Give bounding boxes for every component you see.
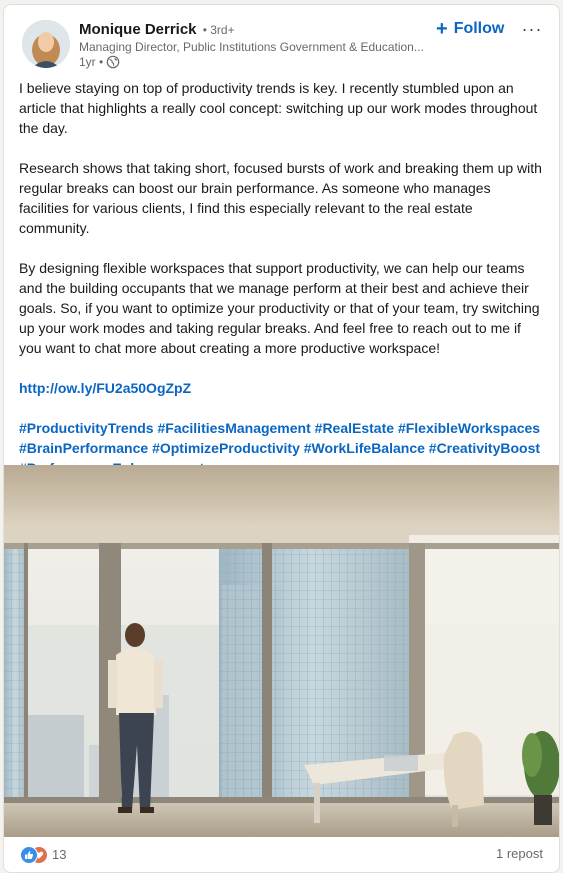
post-text [19,78,544,498]
avatar-photo [22,20,70,68]
hashtag[interactable]: #CreativityBoost [428,440,541,456]
like-icon [20,846,38,864]
post-image[interactable] [4,465,559,837]
follow-label: Follow [453,20,505,37]
link-row [19,378,544,398]
reaction-count: 13 [52,846,67,862]
more-options-button[interactable] [518,15,546,43]
post-time: 1yr • [79,55,104,69]
connection-degree: • 3rd+ [202,23,235,37]
plus-icon: + [436,18,448,40]
hashtag[interactable]: #FlexibleWorkspaces [397,420,541,436]
hashtag[interactable]: #ProductivityTrends [19,420,154,436]
social-counts [4,837,559,872]
repost-count[interactable]: 1 repost [496,846,543,861]
article-link[interactable]: http://ow.ly/FU2a50OgZpZ [19,380,192,396]
author-avatar[interactable] [22,20,70,68]
hashtag[interactable]: #RealEstate [314,420,395,436]
reaction-icons [20,846,48,862]
post-meta [79,54,120,70]
author-name-row [79,20,235,40]
reactions-summary[interactable] [20,846,66,862]
hashtag[interactable]: #WorkLifeBalance [303,440,425,456]
globe-icon [106,55,120,69]
office-window-photo [4,465,559,837]
author-name[interactable]: Monique Derrick [79,21,197,38]
post-paragraph: I believe staying on top of productivity trends is key. I recently stumbled upon an article that highlights a really cool concept: switching up our work modes throughout the day. [19,80,538,136]
author-headline: Managing Director, Public Institutions Government & Education... [79,40,424,54]
ellipsis-icon: ··· [521,18,543,39]
hashtag[interactable]: #FacilitiesManagement [157,420,311,436]
post-card [3,4,560,873]
post-paragraph: By designing flexible workspaces that support productivity, we can help our teams and the building occupants that we manage perform at their best and achieve their goals. So, if you want to optimize your productivity or that of your team, try switching up your work modes and taking regular breaks. And feel free to reach out to me if you want to chat more about creating a more productive workspace! [19,260,540,356]
hashtag[interactable]: #BrainPerformance [19,440,149,456]
hashtag[interactable]: #OptimizeProductivity [152,440,300,456]
follow-button[interactable] [432,15,508,43]
post-paragraph: Research shows that taking short, focused bursts of work and breaking them up with regular breaks can boost our brain performance. As someone who manages facilities for various clients, I find this especially relevant to the real estate community. [19,160,542,236]
